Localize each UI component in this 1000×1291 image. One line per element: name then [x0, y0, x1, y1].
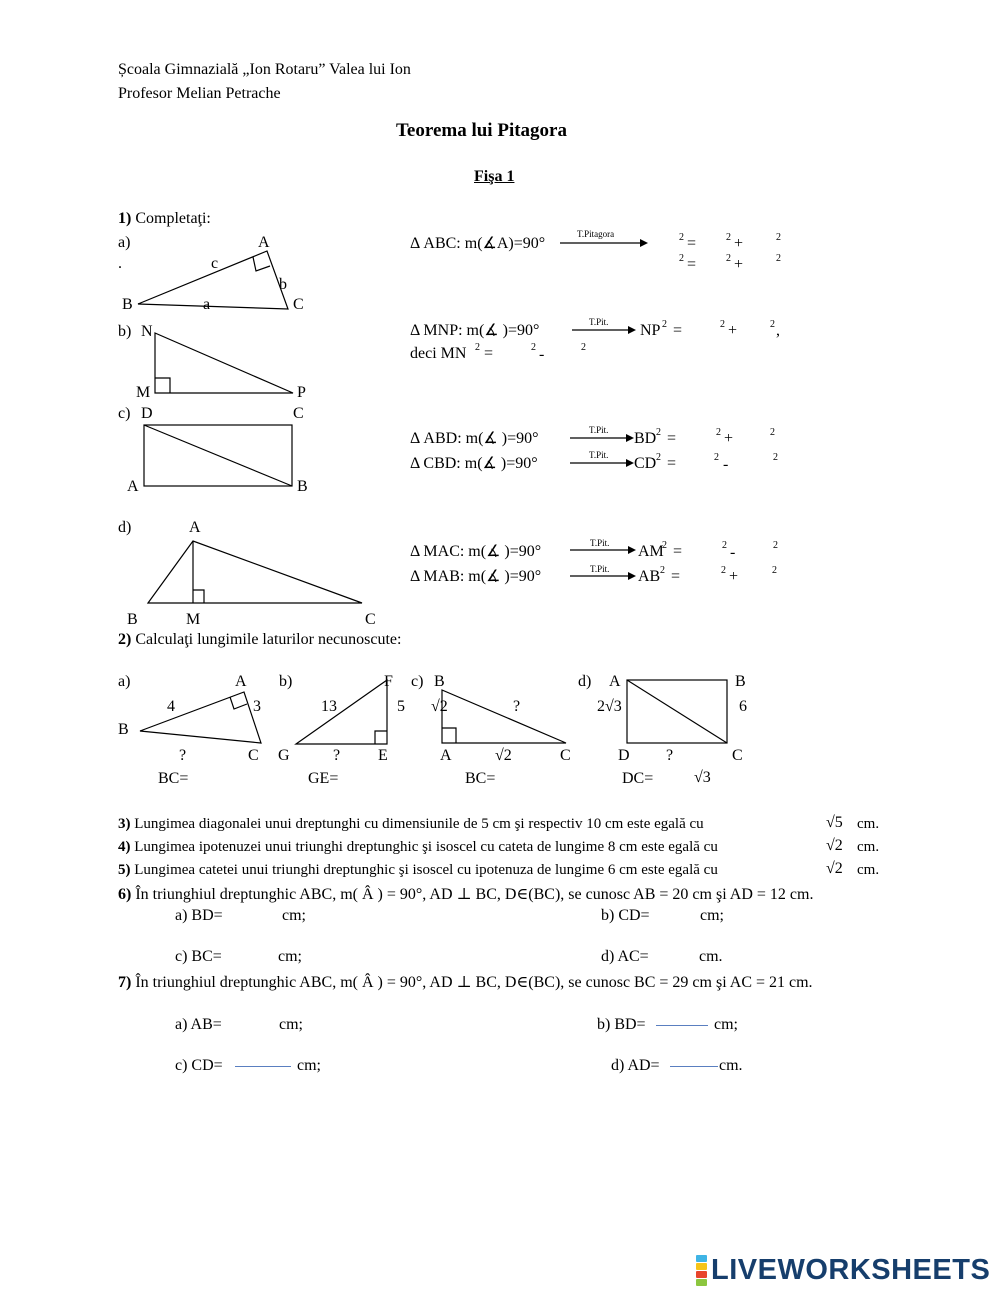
logo-tile-3 — [696, 1271, 707, 1278]
ex2d-label: d) — [578, 673, 592, 690]
ex2c-vertex-a: A — [440, 747, 452, 764]
ex7-d-label: d) AD= — [611, 1057, 660, 1074]
ex1d-l1-s3: 2 — [773, 540, 778, 551]
ex1c-l1-op: + — [724, 430, 734, 447]
ex1d-vertex-b: B — [127, 611, 138, 628]
ex1d-vertex-c: C — [365, 611, 376, 628]
ex1d-l1-arrow: T.Pit. — [590, 538, 610, 548]
ex1c-l1-sup: 2 — [656, 427, 661, 438]
ex6-number: 6) — [118, 886, 132, 903]
ex2d-vertex-d: D — [618, 747, 630, 764]
ex1b-vertex-n: N — [141, 323, 153, 340]
ex7-number: 7) — [118, 974, 132, 991]
ex6-d-unit: cm. — [699, 948, 723, 965]
ex1b-d3: 2 — [581, 342, 586, 353]
ex1a-l2-s3: 2 — [776, 253, 781, 264]
ex1b-result: NP — [640, 322, 661, 339]
ex2a-side-ac: 3 — [253, 698, 261, 715]
ex1b-arrow-label: T.Pit. — [589, 317, 609, 327]
ex6 — [118, 887, 813, 903]
ex6-text: În triunghiul dreptunghic ABC, m( Â ) = 90°, AD ⊥ BC, D∈(BC), se cunosc AB = 20 cm şi AD = 12 cm. — [135, 886, 814, 903]
rectangle-1c — [144, 425, 292, 486]
ex3-text: Lungimea diagonalei unui dreptunghi cu dimensiunile de 5 cm şi respectiv 10 cm este egală cu — [134, 816, 704, 832]
ex2b-side-fe: 5 — [397, 698, 405, 715]
ex4-number: 4) — [118, 839, 131, 855]
ex1a-vertex-b: B — [122, 296, 133, 313]
ex1a-statement: Δ ABC: m(∡A)=90° — [410, 235, 546, 252]
ex1c-l1-s3: 2 — [770, 427, 775, 438]
ex4-text: Lungimea ipotenuzei unui triunghi dreptunghic şi isoscel cu cateta de lungime 8 cm este egală cu — [134, 839, 718, 855]
logo-wordmark: LIVEWORKSHEETS — [711, 1254, 991, 1286]
ex1d-l2-arrow: T.Pit. — [590, 564, 610, 574]
ex7-b-label: b) BD= — [597, 1016, 646, 1033]
ex1c-l2-op: - — [723, 456, 729, 473]
ex6-b-label: b) CD= — [601, 907, 650, 924]
ex1b-eq: = — [673, 322, 683, 339]
triangle-2a — [140, 692, 261, 743]
ex1b-deci: deci MN — [410, 345, 467, 362]
ex1d-l2-s3: 2 — [772, 565, 777, 576]
ex6-a-unit: cm; — [282, 907, 306, 924]
ex7-c-label: c) CD= — [175, 1057, 223, 1074]
ex1d-l1-op: - — [730, 544, 736, 561]
ex2b-side-gf: 13 — [321, 698, 337, 715]
worksheet-number: Fişa 1 — [474, 168, 515, 185]
ex1a-l1-s1: 2 — [679, 232, 684, 243]
ex1a-side-b: b — [279, 276, 287, 293]
ex2c-side-ac: √2 — [495, 747, 512, 764]
ex1-heading — [118, 211, 211, 227]
ex2d-side-ad: 2√3 — [597, 698, 622, 715]
ex1a-label: a) — [118, 234, 131, 251]
ex1d-l1-result: AM — [638, 543, 664, 560]
ex7-b-blank[interactable] — [656, 1025, 708, 1026]
ex1b-result-sup: 2 — [662, 319, 667, 330]
ex2-heading — [118, 632, 401, 648]
ex1d-l2-s2: 2 — [721, 565, 726, 576]
liveworksheets-logo — [696, 1254, 990, 1287]
triangle-2b — [296, 680, 387, 744]
ex2c-answer: BC= — [465, 770, 496, 787]
ex1d-vertex-m: M — [186, 611, 201, 628]
ex6-d-label: d) AC= — [601, 948, 649, 965]
ex3-unit: cm. — [857, 816, 880, 832]
ex1a-vertex-c: C — [293, 296, 304, 313]
ex1c-l1-s2: 2 — [716, 427, 721, 438]
ex7-d-unit: cm. — [719, 1057, 743, 1074]
ex1c-vertex-c: C — [293, 405, 304, 422]
school-name: Școala Gimnazială „Ion Rotaru” Valea lui Ion — [118, 61, 411, 78]
ex5-unit: cm. — [857, 862, 880, 878]
ex1a-l2-s1: 2 — [679, 253, 684, 264]
ex1d-l1-eq: = — [673, 543, 683, 560]
ex2b-vertex-f: F — [384, 673, 393, 690]
ex2a-vertex-c: C — [248, 747, 259, 764]
ex1-text: Completaţi: — [135, 210, 211, 227]
ex2c-side-ab: √2 — [431, 698, 448, 715]
logo-tiles-icon — [696, 1255, 707, 1286]
ex5 — [118, 863, 718, 878]
ex1b-d2: 2 — [531, 342, 536, 353]
ex7-a-unit: cm; — [279, 1016, 303, 1033]
ex1c-label: c) — [118, 405, 131, 422]
ex3-number: 3) — [118, 816, 131, 832]
ex1d-l2-result: AB — [638, 568, 661, 585]
ex1c-l2-eq: = — [667, 455, 677, 472]
ex1d-l1-statement: Δ MAC: m(∡ )=90° — [410, 543, 542, 560]
rectangle-2d — [627, 680, 727, 743]
ex1c-l1-eq: = — [667, 430, 677, 447]
ex1c-l1-result: BD — [634, 430, 657, 447]
ex2-number: 2) — [118, 631, 132, 648]
ex2c-side-bc: ? — [513, 698, 521, 715]
arrows — [560, 239, 648, 580]
ex3 — [118, 817, 704, 832]
logo-tile-2 — [696, 1263, 707, 1270]
ex6-c-unit: cm; — [278, 948, 302, 965]
ex1a-side-a: a — [203, 296, 211, 313]
ex7-a-label: a) AB= — [175, 1016, 222, 1033]
triangle-1d — [148, 541, 362, 603]
ex1b-minus: - — [539, 346, 545, 363]
ex6-c-label: c) BC= — [175, 948, 222, 965]
ex7-c-blank[interactable] — [235, 1066, 291, 1067]
ex3-value: √5 — [826, 814, 843, 831]
ex2a-answer: BC= — [158, 770, 189, 787]
logo-tile-4 — [696, 1279, 707, 1286]
triangle-1b — [155, 333, 293, 393]
ex1a-l2-plus: + — [734, 256, 744, 273]
ex2d-answer: DC= — [622, 770, 654, 787]
ex1c-l1-statement: Δ ABD: m(∡ )=90° — [410, 430, 539, 447]
ex1d-label: d) — [118, 519, 132, 536]
ex7 — [118, 975, 813, 991]
ex1a-side-c: c — [211, 255, 219, 272]
ex1b-deci-sup: 2 — [475, 342, 480, 353]
ex1c-l2-s2: 2 — [714, 452, 719, 463]
ex2d-vertex-b: B — [735, 673, 746, 690]
ex6-b-unit: cm; — [700, 907, 724, 924]
ex5-text: Lungimea catetei unui triunghi dreptunghic şi isoscel cu ipotenuza de lungime 6 cm este egală cu — [134, 862, 718, 878]
ex2a-side-ab: 4 — [167, 698, 175, 715]
teacher-name: Profesor Melian Petrache — [118, 85, 281, 102]
ex1b-vertex-p: P — [297, 384, 306, 401]
ex1c-vertex-a: A — [127, 478, 139, 495]
ex2a-label: a) — [118, 673, 131, 690]
ex2a-vertex-b: B — [118, 721, 129, 738]
ex1b-comma: , — [776, 322, 780, 339]
ex4-value: √2 — [826, 837, 843, 854]
ex1a-l1-eq: = — [687, 235, 697, 252]
ex2c-label: c) — [411, 673, 424, 690]
ex2b-vertex-g: G — [278, 747, 290, 764]
ex1d-l2-sup: 2 — [660, 565, 665, 576]
ex1c-l2-s3: 2 — [773, 452, 778, 463]
ex2c-vertex-c: C — [560, 747, 571, 764]
ex2d-vertex-c: C — [732, 747, 743, 764]
ex2d-side-dc: ? — [666, 747, 674, 764]
ex1b-statement: Δ MNP: m(∡ )=90° — [410, 322, 540, 339]
ex1a-arrow-label: T.Pitagora — [577, 229, 615, 239]
ex1c-l1-arrow: T.Pit. — [589, 425, 609, 435]
ex1b-label: b) — [118, 323, 132, 340]
ex1d-l2-eq: = — [671, 568, 681, 585]
ex1a-l1-plus: + — [734, 235, 744, 252]
ex4-unit: cm. — [857, 839, 880, 855]
ex1b-s2: 2 — [720, 319, 725, 330]
ex7-d-blank[interactable] — [670, 1066, 718, 1067]
ex7-b-unit: cm; — [714, 1016, 738, 1033]
ex6-a-label: a) BD= — [175, 907, 223, 924]
ex1a-dot: . — [118, 255, 122, 272]
ex1a-l2-eq: = — [687, 256, 697, 273]
ex5-value: √2 — [826, 860, 843, 877]
ex1c-l2-arrow: T.Pit. — [589, 450, 609, 460]
ex1c-l2-result: CD — [634, 455, 657, 472]
ex1a-vertex-a: A — [258, 234, 270, 251]
ex7-c-unit: cm; — [297, 1057, 321, 1074]
ex1-number: 1) — [118, 210, 132, 227]
ex1a-l2-s2: 2 — [726, 253, 731, 264]
ex5-number: 5) — [118, 862, 131, 878]
ex2d-vertex-a: A — [609, 673, 621, 690]
ex1c-l2-sup: 2 — [656, 452, 661, 463]
ex1d-l1-s2: 2 — [722, 540, 727, 551]
ex7-text: În triunghiul dreptunghic ABC, m( Â ) = 90°, AD ⊥ BC, D∈(BC), se cunosc BC = 29 cm şi AC = 21 cm. — [135, 974, 813, 991]
logo-tile-1 — [696, 1255, 707, 1262]
ex2b-side-ge: ? — [333, 747, 341, 764]
ex1b-s3: 2 — [770, 319, 775, 330]
ex1b-vertex-m: M — [136, 384, 151, 401]
ex1c-vertex-d: D — [141, 405, 153, 422]
ex2-text: Calculaţi lungimile laturilor necunoscute: — [135, 631, 402, 648]
ex1d-l2-statement: Δ MAB: m(∡ )=90° — [410, 568, 542, 585]
ex2a-vertex-a: A — [235, 673, 247, 690]
ex1c-l2-statement: Δ CBD: m(∡ )=90° — [410, 455, 538, 472]
ex2d-answer-value: √3 — [694, 769, 711, 786]
triangle-2c — [442, 690, 566, 743]
page-title: Teorema lui Pitagora — [396, 120, 567, 141]
ex2b-label: b) — [279, 673, 293, 690]
ex1b-plus: + — [728, 322, 738, 339]
ex2b-vertex-e: E — [378, 747, 388, 764]
ex4 — [118, 840, 718, 855]
ex2b-answer: GE= — [308, 770, 339, 787]
ex1d-l1-sup: 2 — [662, 540, 667, 551]
ex1c-vertex-b: B — [297, 478, 308, 495]
ex1b-deci-eq: = — [484, 345, 494, 362]
ex2c-vertex-b: B — [434, 673, 445, 690]
ex1a-l1-s3: 2 — [776, 232, 781, 243]
ex2a-side-bc: ? — [179, 747, 187, 764]
ex1d-l2-op: + — [729, 568, 739, 585]
ex1d-vertex-a: A — [189, 519, 201, 536]
ex2d-side-bc: 6 — [739, 698, 747, 715]
ex1a-l1-s2: 2 — [726, 232, 731, 243]
